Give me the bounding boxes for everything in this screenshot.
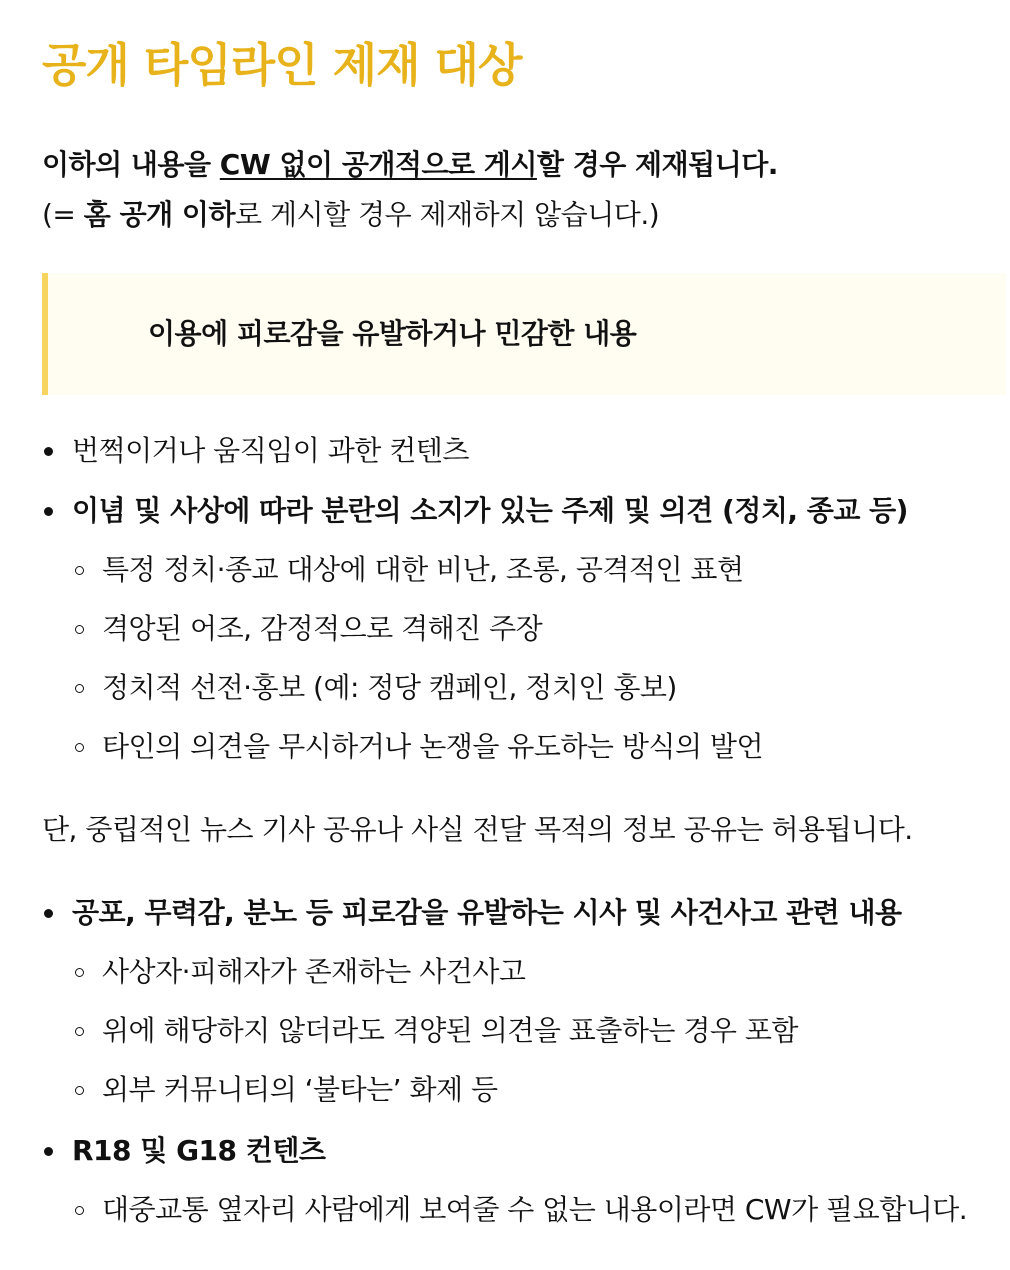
callout-heading: 이용에 피로감을 유발하거나 민감한 내용 — [148, 317, 637, 350]
intro-line-2-suffix: 로 게시할 경우 제재하지 않습니다.) — [235, 198, 660, 231]
exception-note: 단, 중립적인 뉴스 기사 공유나 사실 전달 목적의 정보 공유는 허용됩니다. — [42, 813, 913, 846]
sub-list-item: 대중교통 옆자리 사람에게 보여줄 수 없는 내용이라면 CW가 필요합니다. — [102, 1193, 968, 1226]
bullet-icon — [44, 507, 53, 516]
intro-line-1-suffix: 할 경우 제재됩니다. — [536, 148, 778, 181]
sub-bullet-icon — [75, 625, 84, 634]
intro-line-2 — [42, 195, 992, 235]
page-title: 공개 타임라인 제재 대상 — [42, 38, 522, 92]
sub-list-item: 외부 커뮤니티의 ‘불타는’ 화제 등 — [102, 1073, 498, 1106]
sub-list-item: 특정 정치·종교 대상에 대한 비난, 조롱, 공격적인 표현 — [102, 553, 744, 586]
intro-line-1 — [42, 145, 992, 185]
sub-list-item: 타인의 의견을 무시하거나 논쟁을 유도하는 방식의 발언 — [102, 730, 764, 763]
sub-bullet-icon — [75, 1206, 84, 1215]
sub-bullet-icon — [75, 684, 84, 693]
sub-bullet-icon — [75, 1027, 84, 1036]
sub-list-item: 격앙된 어조, 감정적으로 격해진 주장 — [102, 612, 543, 645]
list-item: 공포, 무력감, 분노 등 피로감을 유발하는 시사 및 사건사고 관련 내용 — [72, 896, 902, 929]
intro-bold-phrase: 홈 공개 이하 — [83, 198, 236, 231]
list-item: 번쩍이거나 움직임이 과한 컨텐츠 — [72, 434, 469, 467]
bullet-icon — [44, 1147, 53, 1156]
intro-line-2-prefix: (= — [42, 198, 84, 231]
sub-list-item: 사상자·피해자가 존재하는 사건사고 — [102, 955, 526, 988]
sub-bullet-icon — [75, 566, 84, 575]
list-item: R18 및 G18 컨텐츠 — [72, 1134, 326, 1167]
sub-bullet-icon — [75, 743, 84, 752]
bullet-icon — [44, 909, 53, 918]
sub-list-item: 정치적 선전·홍보 (예: 정당 캠페인, 정치인 홍보) — [102, 671, 677, 704]
sub-bullet-icon — [75, 968, 84, 977]
callout-box — [42, 273, 1006, 395]
list-item: 이념 및 사상에 따라 분란의 소지가 있는 주제 및 의견 (정치, 종교 등) — [72, 494, 908, 527]
intro-line-1-prefix: 이하의 내용을 — [42, 148, 220, 181]
intro-underlined-phrase: CW 없이 공개적으로 게시 — [219, 148, 537, 181]
sub-bullet-icon — [75, 1086, 84, 1095]
bullet-icon — [44, 447, 53, 456]
sub-list-item: 위에 해당하지 않더라도 격양된 의견을 표출하는 경우 포함 — [102, 1014, 798, 1047]
